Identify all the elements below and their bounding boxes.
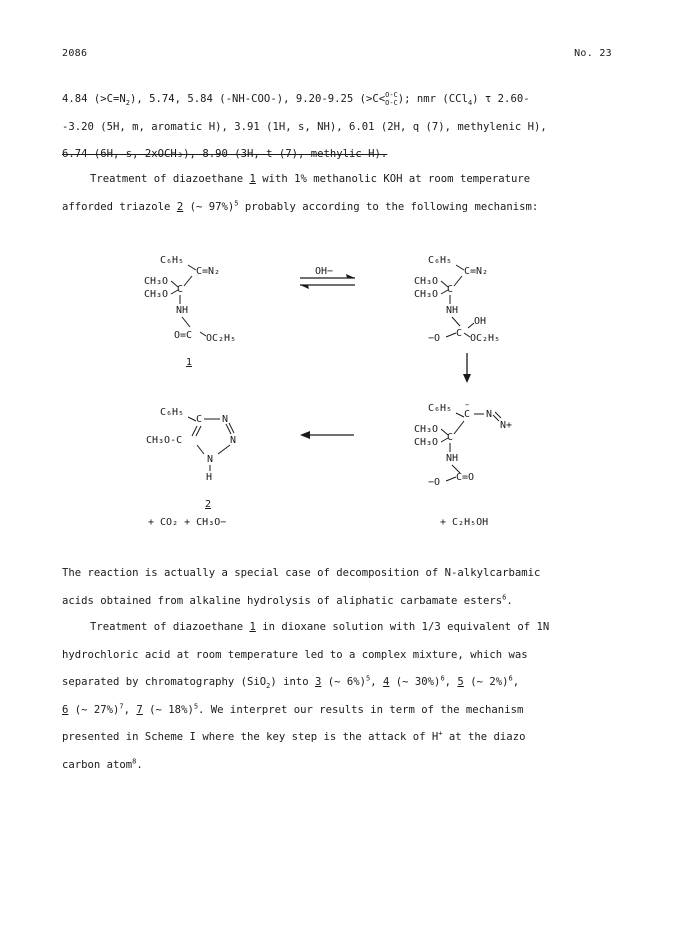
svg-text:C: C	[196, 414, 203, 425]
text-line: -3.20 (5H, m, aromatic H), 3.91 (1H, s, NH), 6.01 (2H, q (7), methylenic H),	[62, 120, 547, 133]
svg-text:C₆H₅: C₆H₅	[160, 255, 185, 266]
svg-text:C₆H₅: C₆H₅	[428, 403, 453, 414]
reaction-mechanism-scheme	[0, 240, 680, 530]
svg-text:−O: −O	[428, 333, 441, 344]
text-line: separated by chromatography (SiO$_2$) into 3 (~ 6%)$^5$, 4 (~ 30%)$^6$, 5 (~ 2%)$^6$,	[62, 674, 520, 691]
svg-text:N+: N+	[500, 420, 513, 431]
text-line: acids obtained from alkaline hydrolysis of aliphatic carbamate esters$^6$.	[62, 592, 513, 607]
svg-text:CH₃O: CH₃O	[414, 289, 439, 300]
svg-text:N: N	[486, 409, 493, 420]
svg-text:N: N	[207, 454, 214, 465]
svg-text:NH: NH	[176, 305, 189, 316]
svg-text:−: −	[465, 401, 470, 409]
svg-text:CH₃O: CH₃O	[414, 276, 439, 287]
intermediate-1-structure	[414, 255, 500, 344]
svg-text:C=N₂: C=N₂	[196, 266, 221, 277]
svg-text:C₆H₅: C₆H₅	[160, 407, 185, 418]
svg-text:OH: OH	[474, 316, 487, 327]
nmr-data-paragraph	[62, 86, 622, 169]
equilibrium-arrows	[300, 266, 355, 289]
svg-text:H: H	[206, 472, 213, 483]
hcl-treatment-paragraph	[62, 614, 622, 779]
triazole-2-structure	[146, 407, 236, 510]
svg-text:N: N	[222, 414, 229, 425]
svg-text:C: C	[177, 284, 184, 295]
text-line: presented in Scheme I where the key step is the attack of H+ at the diazo	[62, 729, 526, 743]
svg-text:O=C: O=C	[174, 330, 193, 341]
svg-text:1: 1	[186, 357, 193, 368]
koh-treatment-paragraph	[62, 166, 622, 221]
text-line: Treatment of diazoethane 1 in dioxane solution with 1/3 equivalent of 1N	[90, 621, 550, 633]
svg-text:NH: NH	[446, 305, 459, 316]
svg-text:C=O: C=O	[456, 472, 475, 483]
text-line: hydrochloric acid at room temperature led to a complex mixture, which was	[62, 648, 528, 661]
svg-text:2: 2	[205, 499, 212, 510]
text-line: The reaction is actually a special case of decomposition of N-alkylcarbamic	[62, 567, 541, 579]
byproducts-right: + C₂H₅OH	[440, 517, 489, 528]
svg-text:N: N	[230, 435, 237, 446]
svg-text:C: C	[447, 284, 454, 295]
svg-text:CH₃O: CH₃O	[144, 276, 169, 287]
svg-text:C: C	[456, 328, 463, 339]
svg-text:C₆H₅: C₆H₅	[428, 255, 453, 266]
svg-text:−O: −O	[428, 477, 441, 488]
svg-text:CH₃O: CH₃O	[414, 424, 439, 435]
svg-text:CH₃O-C: CH₃O-C	[146, 435, 183, 446]
svg-text:OC₂H₅: OC₂H₅	[206, 333, 237, 344]
svg-text:C: C	[464, 409, 471, 420]
issue-number: No. 23	[574, 48, 612, 59]
svg-text:OH−: OH−	[315, 266, 334, 277]
text-line: Treatment of diazoethane 1 with 1% methanolic KOH at room temperature	[90, 173, 531, 185]
text-line: carbon atom$^8$.	[62, 756, 143, 771]
svg-text:CH₃O: CH₃O	[414, 437, 439, 448]
svg-text:OC₂H₅: OC₂H₅	[470, 333, 501, 344]
text-line: 4.84 $(>C=N_2)$, 5.74, 5.84 (-NH-COO-), 9.20-9.25 (>C< O-C O-C ); nmr (CCl$_4$) τ 2.60-	[62, 91, 530, 108]
compound-1-structure	[144, 255, 236, 368]
left-arrow	[300, 431, 354, 439]
decomposition-paragraph	[62, 560, 622, 615]
intermediate-2-structure	[414, 401, 512, 488]
byproducts-left: + CO₂ + CH₃O−	[148, 517, 227, 528]
text-line: 6 (~ 27%)$^7$, 7 (~ 18%)$^5$. We interpret our results in term of the mechanism	[62, 701, 524, 716]
text-line: afforded triazole 2 (~ 97%)$^5$ probably according to the following mechanism:	[62, 198, 539, 213]
svg-text:C: C	[447, 432, 454, 443]
svg-text:C=N₂: C=N₂	[464, 266, 489, 277]
down-arrow	[463, 353, 471, 383]
text-line: 6.74 (6H, s, 2xOCH₃), 8.90 (3H, t (7), methylic H).	[62, 148, 388, 160]
svg-text:NH: NH	[446, 453, 459, 464]
svg-text:CH₃O: CH₃O	[144, 289, 169, 300]
page-number: 2086	[62, 48, 88, 59]
